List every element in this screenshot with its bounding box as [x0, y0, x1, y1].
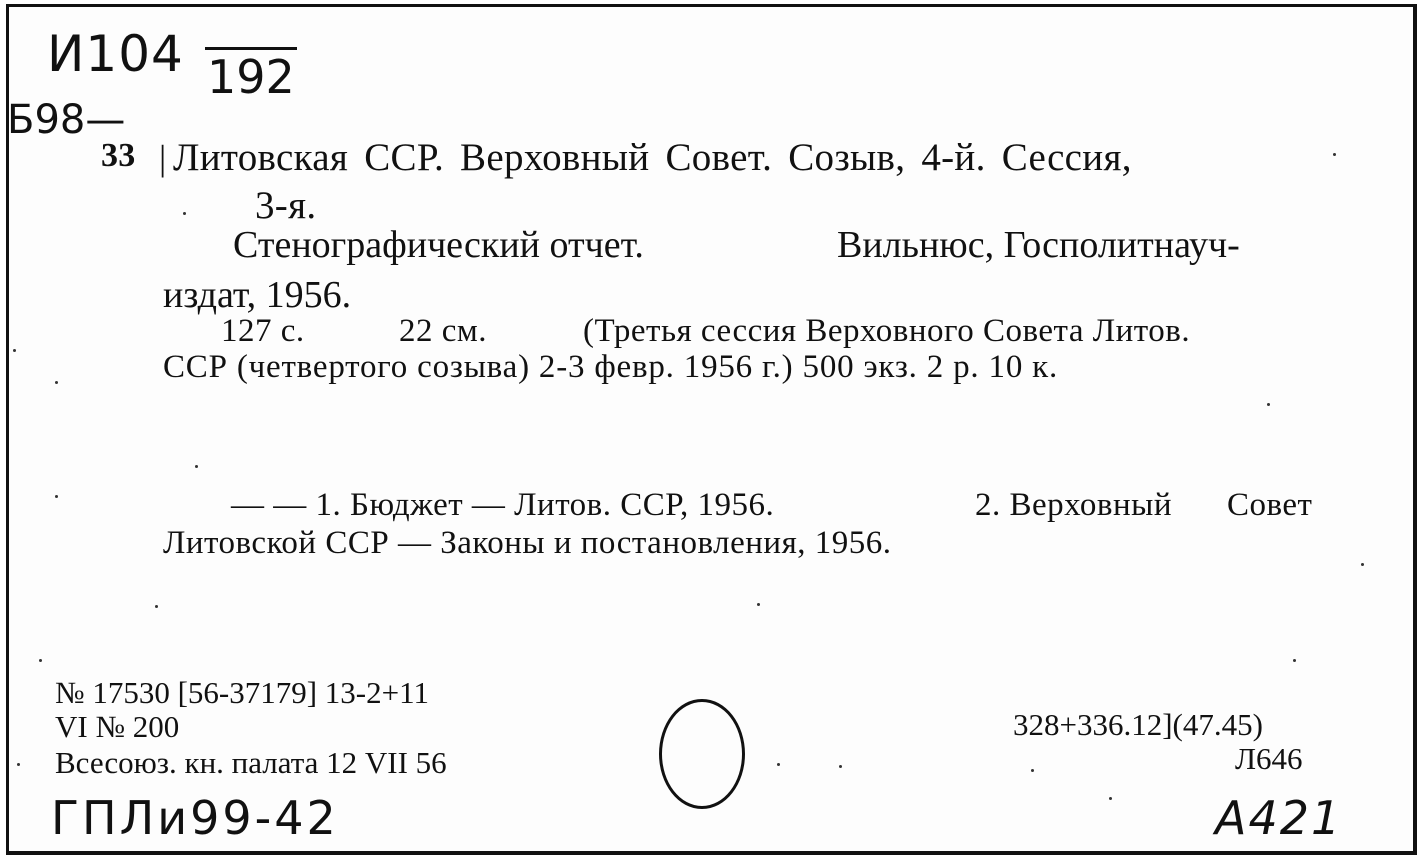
series-number: VI № 200 [55, 709, 180, 744]
inventory-number-right: А421 [1215, 791, 1343, 845]
collation-pages: 127 с. [221, 313, 305, 349]
title-statement: Стенографический отчет. [233, 224, 644, 266]
scan-speck [39, 659, 42, 662]
scan-speck [195, 465, 198, 468]
book-chamber-stamp: Всесоюз. кн. палата 12 VII 56 [55, 745, 447, 780]
scan-speck [155, 605, 158, 608]
scan-speck [757, 603, 760, 606]
scan-speck [55, 495, 58, 498]
classification-index: 328+336.12](47.45) [1013, 707, 1263, 742]
catalog-heading: Литовская ССР. Верховный Совет. Созыв, 4-й. Сессия, [173, 136, 1132, 179]
scan-speck [1333, 153, 1336, 156]
subject-heading-2: 2. Верховный [975, 487, 1172, 523]
scan-speck [55, 381, 58, 384]
scan-speck [1031, 769, 1034, 772]
catalog-heading-continued: 3-я. [255, 184, 317, 227]
record-number: № 17530 [56-37179] 13-2+11 [55, 675, 429, 710]
scan-speck [1293, 659, 1296, 662]
subject-heading-1: — — 1. Бюджет — Литов. ССР, 1956. [231, 487, 775, 523]
scan-speck [839, 765, 842, 768]
punch-hole-outline [659, 699, 745, 809]
collation-note: (Третья сессия Верховного Совета Литов. [583, 313, 1191, 349]
entry-number: 33 [101, 137, 136, 174]
shelf-mark-author-code: Б98— [7, 97, 126, 143]
collation-size: 22 см. [399, 313, 488, 349]
catalog-card [6, 4, 1417, 855]
entry-number-bar: | [159, 138, 167, 178]
scan-speck [1267, 403, 1270, 406]
scan-speck [1361, 563, 1364, 566]
imprint-year: издат, 1956. [163, 274, 352, 316]
scan-speck [777, 763, 780, 766]
scan-speck [183, 212, 186, 215]
subject-heading-continued: Литовской ССР — Законы и постановления, 1956. [163, 525, 892, 561]
author-mark: Л646 [1235, 741, 1303, 776]
inventory-number-left: ГПЛи99-42 [51, 791, 339, 845]
collation-note-continued: ССР (четвертого созыва) 2-3 февр. 1956 г.) 500 экз. 2 р. 10 к. [163, 349, 1059, 385]
scan-speck [17, 763, 20, 766]
scan-speck [1109, 797, 1112, 800]
shelf-mark-primary: И104 [47, 25, 184, 83]
scan-speck [13, 349, 16, 352]
shelf-mark-superscript: 192 [205, 47, 297, 104]
imprint-place-publisher: Вильнюс, Госполитнауч- [837, 224, 1240, 266]
subject-heading-2-word: Совет [1227, 487, 1313, 523]
